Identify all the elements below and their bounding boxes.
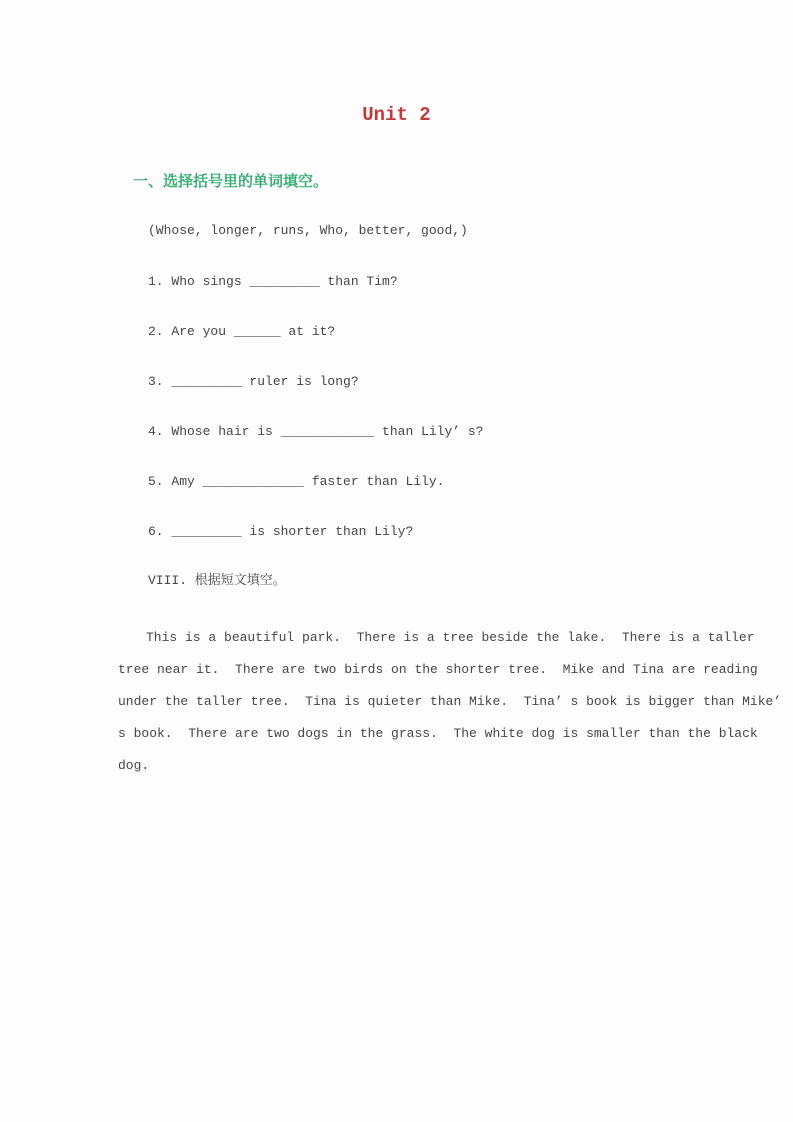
section-one-heading: 一、选择括号里的单词填空。 (133, 173, 329, 190)
passage-line: This is a beautiful park. There is a tree beside the lake. There is a taller (146, 630, 755, 645)
passage-line: under the taller tree. Tina is quieter than Mike. Tina’ s book is bigger than Mike’ (118, 694, 782, 709)
word-bank: (Whose, longer, runs, Who, better, good,) (148, 223, 468, 238)
passage-line: dog. (118, 758, 150, 773)
section-two-heading: VIII. 根据短文填空。 (148, 573, 286, 588)
question-list (148, 271, 483, 571)
reading-passage (118, 622, 782, 782)
passage-line: tree near it. There are two birds on the shorter tree. Mike and Tina are reading (118, 662, 758, 677)
passage-line: s book. There are two dogs in the grass. The white dog is smaller than the black (118, 726, 758, 741)
question-line-6: 6. _________ is shorter than Lily? (148, 524, 414, 539)
question-line-3: 3. _________ ruler is long? (148, 374, 359, 389)
question-line-4: 4. Whose hair is ____________ than Lily’ s? (148, 424, 484, 439)
question-line-5: 5. Amy _____________ faster than Lily. (148, 474, 445, 489)
question-line-1: 1. Who sings _________ than Tim? (148, 274, 398, 289)
page-title: Unit 2 (362, 104, 431, 126)
question-line-2: 2. Are you ______ at it? (148, 324, 336, 339)
